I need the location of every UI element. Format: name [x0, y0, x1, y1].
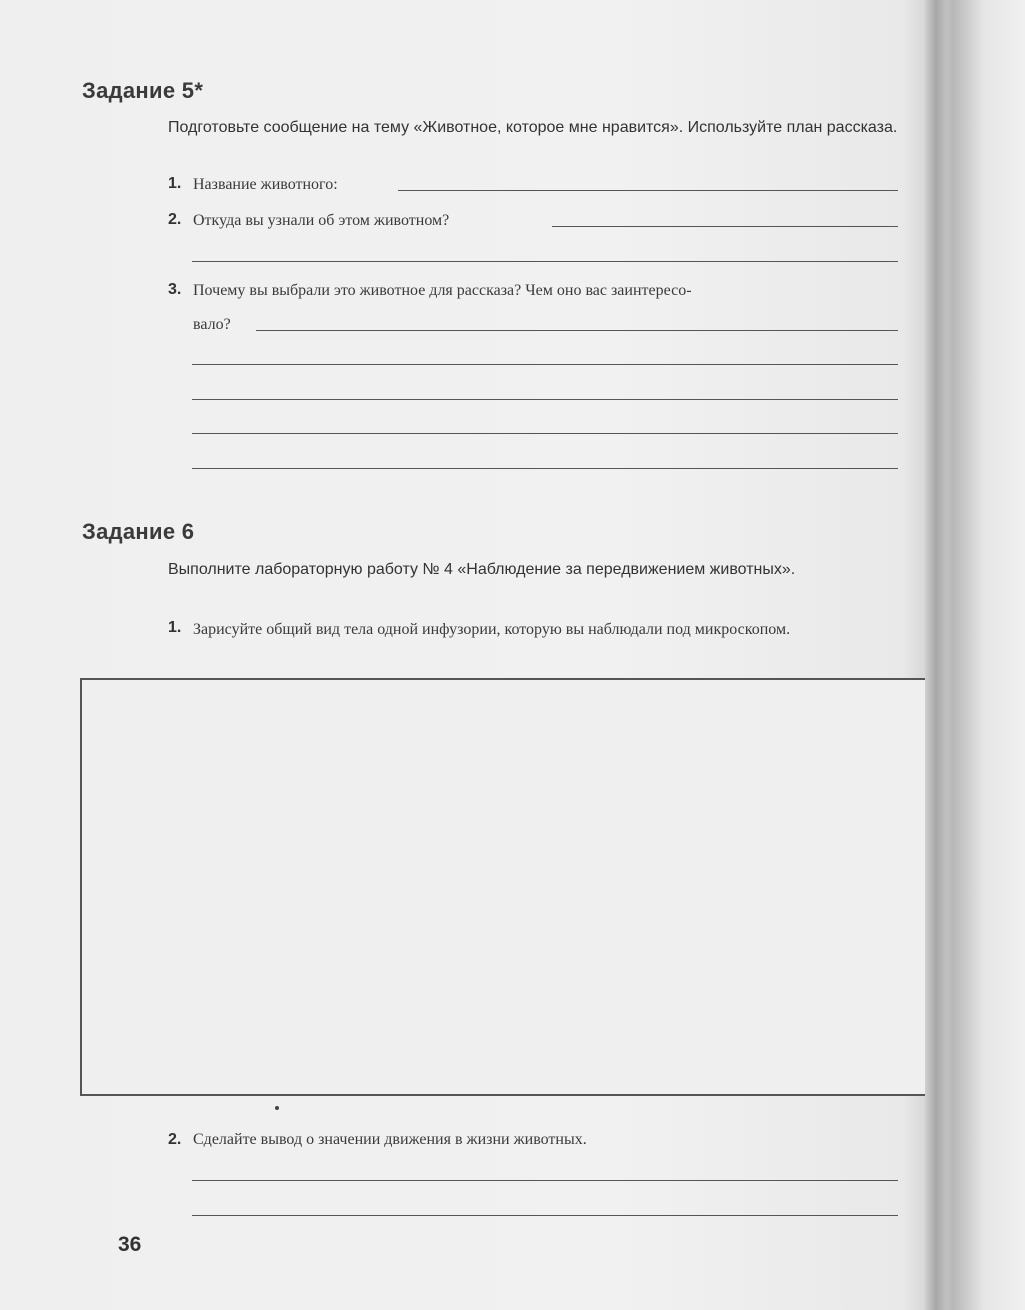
task5-item3-text-cont: вало? [193, 316, 231, 333]
page-number: 36 [118, 1233, 142, 1256]
page-spine-shadow [925, 0, 947, 1310]
task5-item1-text: Название животного: [193, 176, 338, 193]
task5-intro: Подготовьте сообщение на тему «Животное, которое мне нравится». Используйте план рассказа. [168, 119, 898, 136]
answer-line[interactable] [192, 468, 898, 469]
task6-item1-text: Зарисуйте общий вид тела одной инфузории, которую вы наблюдали под микроскопом. [193, 621, 791, 638]
task5-item2-number: 2. [168, 211, 182, 228]
answer-line[interactable] [398, 190, 898, 191]
task5-item1-number: 1. [168, 175, 182, 192]
task6-item1-number: 1. [168, 619, 182, 636]
task6-heading: Задание 6 [82, 519, 195, 544]
answer-line[interactable] [192, 364, 898, 365]
answer-line[interactable] [192, 399, 898, 400]
task6-item2-text: Сделайте вывод о значении движения в жизни животных. [193, 1131, 587, 1148]
task6-item2-number: 2. [168, 1131, 182, 1148]
task5-item2-text: Откуда вы узнали об этом животном? [193, 212, 450, 229]
task5-item3-text: Почему вы выбрали это животное для рассказа? Чем оно вас заинтересо- [193, 282, 692, 299]
answer-line[interactable] [192, 1215, 898, 1216]
task6-intro: Выполните лабораторную работу № 4 «Наблюдение за передвижением животных». [168, 561, 796, 578]
answer-line[interactable] [192, 1180, 898, 1181]
answer-line[interactable] [256, 330, 898, 331]
answer-line[interactable] [192, 433, 898, 434]
speck [275, 1106, 279, 1110]
answer-line[interactable] [192, 261, 898, 262]
answer-line[interactable] [552, 226, 898, 227]
drawing-box[interactable] [80, 678, 925, 1096]
task5-heading: Задание 5* [82, 78, 204, 103]
task5-item3-number: 3. [168, 281, 182, 298]
